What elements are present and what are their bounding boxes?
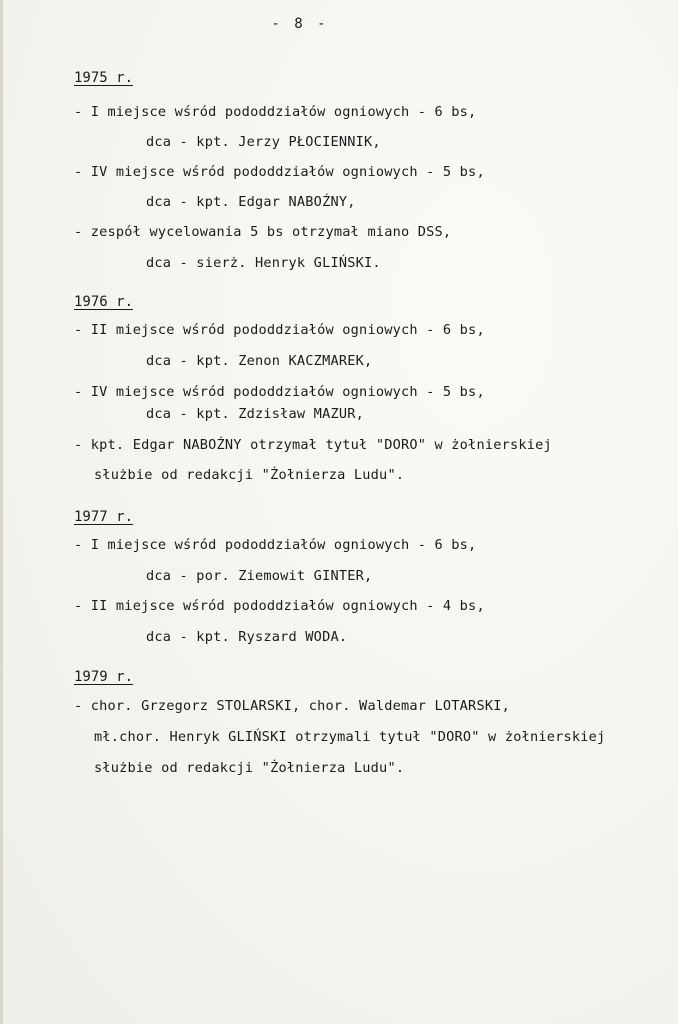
entry-line: - IV miejsce wśród pododdziałów ogniowych - 5 bs, — [74, 384, 485, 400]
entry-line: - IV miejsce wśród pododdziałów ogniowych - 5 bs, — [74, 164, 485, 180]
entry-line-commander: dca - sierż. Henryk GLIŃSKI. — [146, 255, 381, 271]
entry-line: - II miejsce wśród pododdziałów ogniowych - 6 bs, — [74, 322, 485, 338]
year-heading-1977: 1977 r. — [74, 509, 134, 525]
paper-edge — [0, 0, 3, 1024]
entry-line: - I miejsce wśród pododdziałów ogniowych - 6 bs, — [74, 104, 477, 120]
year-heading-1975: 1975 r. — [74, 70, 134, 86]
entry-line-commander: dca - kpt. Zenon KACZMAREK, — [146, 353, 373, 369]
entry-line-commander: dca - kpt. Ryszard WODA. — [146, 629, 348, 645]
entry-line-continuation: mł.chor. Henryk GLIŃSKI otrzymali tytuł "DORO" w żołnierskiej — [94, 729, 606, 745]
entry-line: - kpt. Edgar NABOŹNY otrzymał tytuł "DORO" w żołnierskiej — [74, 437, 552, 453]
entry-line-commander: dca - kpt. Jerzy PŁOCIENNIK, — [146, 134, 381, 150]
entry-line-commander: dca - por. Ziemowit GINTER, — [146, 568, 373, 584]
entry-line-continuation: służbie od redakcji "Żołnierza Ludu". — [94, 467, 405, 483]
entry-line: - chor. Grzegorz STOLARSKI, chor. Waldemar LOTARSKI, — [74, 698, 510, 714]
entry-line: - zespół wycelowania 5 bs otrzymał miano DSS, — [74, 224, 452, 240]
entry-line-commander: dca - kpt. Zdzisław MAZUR, — [146, 406, 364, 422]
year-heading-1976: 1976 r. — [74, 294, 134, 310]
entry-line: - I miejsce wśród pododdziałów ogniowych - 6 bs, — [74, 537, 477, 553]
entry-line-commander: dca - kpt. Edgar NABOŹNY, — [146, 194, 356, 210]
entry-line-continuation: służbie od redakcji "Żołnierza Ludu". — [94, 760, 405, 776]
entry-line: - II miejsce wśród pododdziałów ogniowych - 4 bs, — [74, 598, 485, 614]
page-number: - 8 - — [271, 16, 329, 32]
year-heading-1979: 1979 r. — [74, 669, 134, 685]
